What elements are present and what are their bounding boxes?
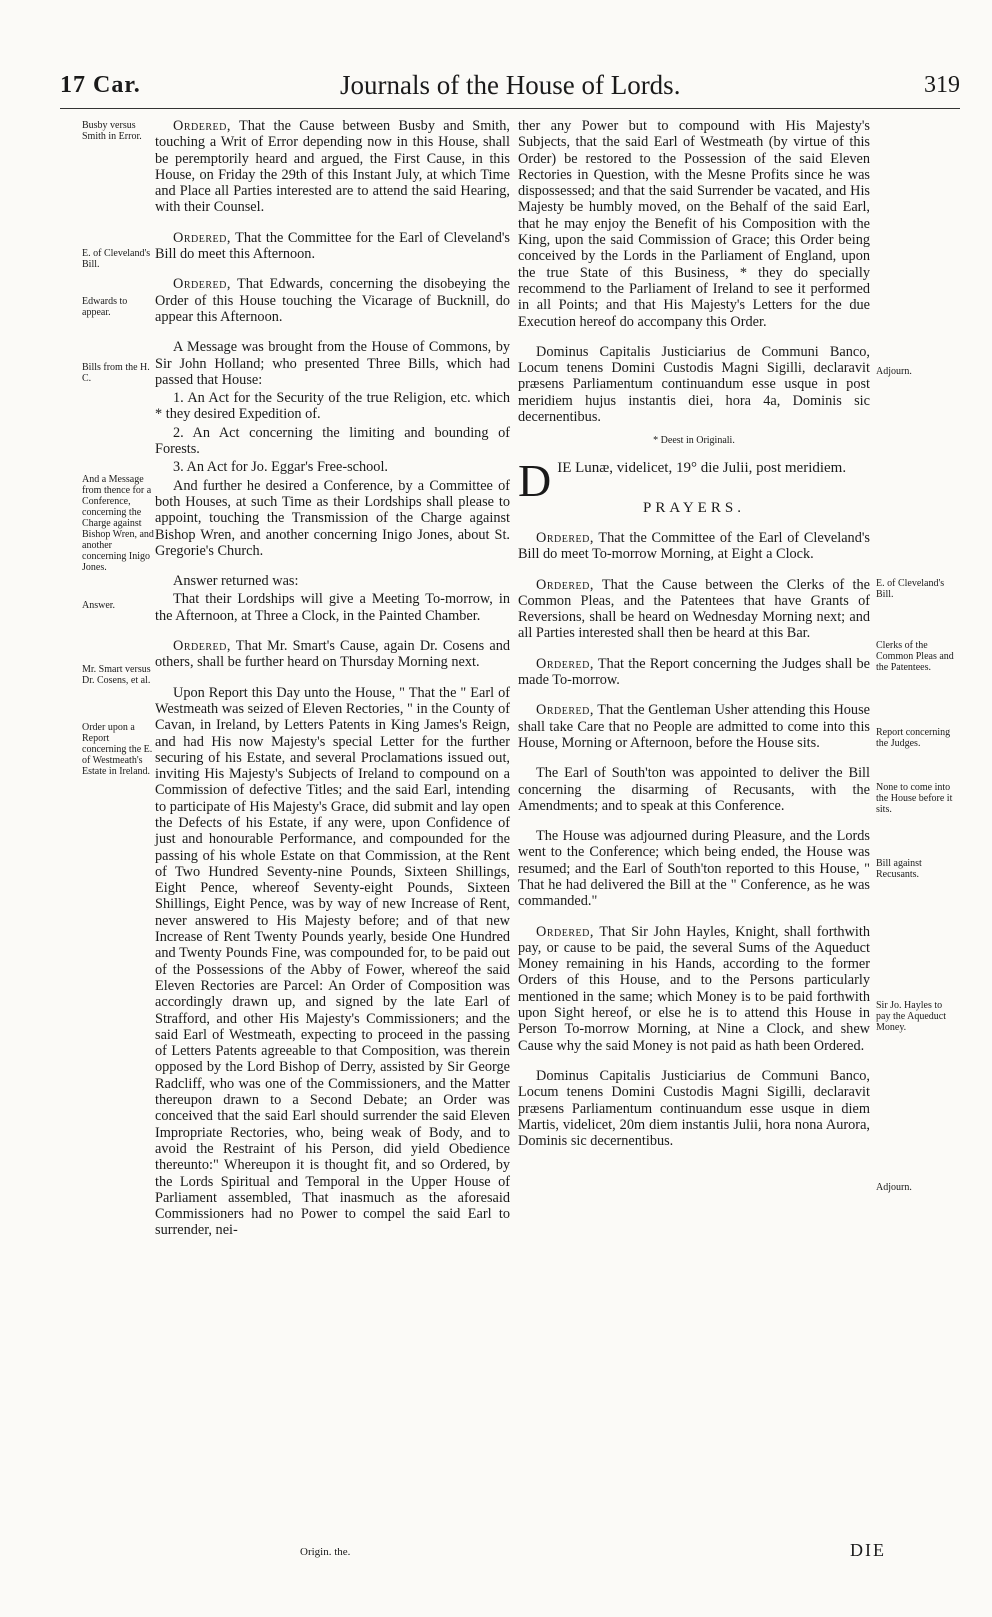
journal-title: Journals of the House of Lords.	[340, 70, 681, 100]
entry: Ordered, That Edwards, concerning the disobeying the Order of this House touching the Vicarage of Bucknill, do appear this Afternoon.	[155, 276, 510, 325]
margin-note: Adjourn.	[876, 366, 912, 377]
entry: 2. An Act concerning the limiting and bounding of Forests.	[155, 424, 510, 458]
catchword: DIE	[850, 1540, 886, 1560]
margin-note: Mr. Smart versus Dr. Cosens, et al.	[82, 664, 151, 686]
entry: Upon Report this Day unto the House, " That the " Earl of Westmeath was seized of Eleven Rectories, " in the County of Cavan, in Ireland, by Letters Patents in King James's Reign, and had His now Majesty's special Letter for the further securing of his Estate, and several Proclamations issued out, inviting His Majesty's Subjects of Ireland to compound on a Commission of defective Titles; and the said Earl, intending to participate of His Majesty's Grace, did submit and lay open the Defects of his Estate, if any were, upon Confidence of just and honourable Performance, and compounded for the passing of his whole Estate on that Commission, at the Rent of Two Hundred Seventy-nine Pounds, Sixteen Shillings, Eight Pence, whereof Seventy-eight Pounds, Sixteen Shillings, Eight Pence, was by way of new Increase of Rent, never answered to His Majesty before; and of that new Increase of Rent Twenty Pounds yearly, beside One Hundred and Twenty Pounds Fine, was compounded for, to be paid out of the Possessions of the Abby of Fower, whereof the said Eleven Rectories are Parcel: An Order of Composition was accordingly drawn up, and signed by the late Earl of Strafford, and other His Majesty's Commissioners; and the said Earl of Westmeath, expecting to proceed in the passing of Letters Patents agreeable to that Composition, was therein opposed by the Lord Bishop of Derry, assisted by Sir George Radcliff, who was one of the Commissioners, and the Matter thereupon drawn to a Second Debate; an Order was conceived that the said Earl should surrender the said Eleven Impropriate Rectories, who, being weak of Body, and to avoid the Restraint of his Person, did yield Obedience thereunto:" Whereupon it is thought fit, and so Ordered, by the Lords Spiritual and Temporal in the Upper House of Parliament assembled, That inasmuch as the aforesaid Commissioners had no Power to compel the said Earl to surrender, nei-	[155, 684, 510, 1239]
margin-note: Adjourn.	[876, 1182, 912, 1193]
margin-note: Order upon a Report concerning the E. of Westmeath's Estate in Ireland.	[82, 722, 153, 777]
margin-note: Edwards to appear.	[82, 296, 128, 318]
entry: 3. An Act for Jo. Eggar's Free-school.	[173, 459, 389, 476]
entry: 1. An Act for the Security of the true Religion, etc. which * they desired Expedition of.	[155, 390, 510, 423]
margin-note: None to come into the House before it sits.	[876, 782, 953, 815]
margin-note: Bill against Recusants.	[876, 858, 922, 880]
header-rule	[60, 108, 960, 109]
margin-note: And a Message from thence for a Conference, concerning the Charge against Bishop Wren, and another concerning Inigo Jones.	[82, 474, 154, 573]
entry: That their Lordships will give a Meeting To-morrow, in the Afternoon, at Three a Clock, in the Painted Chamber.	[155, 591, 510, 624]
entry: A Message was brought from the House of Commons, by Sir John Holland; who presented Three Bills, which had passed that House:	[155, 339, 510, 388]
margin-note: Clerks of the Common Pleas and the Patentees.	[876, 640, 954, 673]
margin-note: Answer.	[82, 600, 116, 611]
entry: The Earl of South'ton was appointed to deliver the Bill concerning the disarming of Recusants, with the Amendments; and to speak at this Conference.	[518, 765, 870, 814]
entry: Dominus Capitalis Justiciarius de Communi Banco, Locum tenens Domini Custodis Magni Sigilli, declaravit præsens Parliamentum continuandum esse usque in post meridiem hujus instantis diei, hora 4a, Dominis sic decernentibus.	[518, 343, 870, 426]
left-column	[155, 118, 510, 1253]
page-header	[60, 72, 960, 106]
margin-note: E. of Cleveland's Bill.	[82, 248, 151, 270]
margin-note: E. of Cleveland's Bill.	[876, 578, 945, 600]
footer-note: Origin. the.	[300, 1546, 351, 1558]
entry: And further he desired a Conference, by a Committee of both Houses, at such Time as their Lordships shall please to appoint, touching the Transmission of the Charge against Bishop Wren, and another concerning Inigo Jones, about St. Gregorie's Church.	[155, 477, 510, 559]
page-number: 319	[924, 72, 960, 98]
right-column	[518, 118, 870, 1163]
margin-note: Sir Jo. Hayles to pay the Aqueduct Money.	[876, 1000, 946, 1033]
entry: Ordered, That the Committee of the Earl of Cleveland's Bill do meet To-morrow Morning, at Eight a Clock.	[518, 529, 870, 563]
entry: Answer returned was:	[173, 573, 299, 590]
entry: Ordered, That the Committee for the Earl of Cleveland's Bill do meet this Afternoon.	[155, 229, 510, 263]
entry: Ordered, That the Cause between the Clerks of the Common Pleas, and the Patentees that have Grants of Reversions, shall be heard on Wednesday Morning next; and all Parties interested shall then be heard at this Bar.	[518, 576, 870, 642]
die-heading	[518, 454, 870, 506]
entry: Ordered, That the Cause between Busby and Smith, touching a Writ of Error depending now in this House, shall be peremptorily heard and argued, the First Cause, in this House, on Friday the 29th of this Instant July, at which Time and Place all Parties interested are to attend the said Hearing, with their Counsel.	[155, 118, 510, 216]
entry: Ordered, That the Report concerning the Judges shall be made To-morrow.	[518, 655, 870, 689]
session-date: IE Lunæ, videlicet, 19° die Julii, post meridiem.	[557, 459, 847, 476]
prayers-heading: PRAYERS.	[643, 499, 745, 516]
margin-note: Busby versus Smith in Error.	[82, 120, 142, 142]
entry: Ordered, That Sir John Hayles, Knight, shall forthwith pay, or cause to be paid, the several Sums of the Aqueduct Money remaining in his Hands, according to the former Orders of this House, and to the Persons particularly mentioned in the same; which Money is to be paid forthwith upon Sight hereof, or else he is to attend this House in Person To-morrow Morning, at Nine a Clock, and shew Cause why the said Money is not paid as hath been Ordered.	[518, 923, 870, 1054]
margin-note: Bills from the H. C.	[82, 362, 150, 384]
entry: Dominus Capitalis Justiciarius de Communi Banco, Locum tenens Domini Custodis Magni Sigilli, declaravit præsens Parliamentum continuandum esse usque in diem Martis, videlicet, 20m diem instantis Julii, hora nona Aurora, Dominis sic decernentibus.	[518, 1067, 870, 1150]
entry: Ordered, That the Gentleman Usher attending this House shall take Care that no People are admitted to come into this House, Morning or Afternoon, before the House sits.	[518, 702, 870, 751]
margin-note: Report concerning the Judges.	[876, 727, 951, 749]
drop-initial: D	[518, 454, 552, 506]
entry: ther any Power but to compound with His Majesty's Subjects, that the said Earl of Westmeath (by virtue of this Order) be restored to the Possession of the said Eleven Rectories in Question, with the Mesne Profits since he was dispossessed; and that the said Surrender be vacated, and His Majesty be humbly moved, on the Behalf of the said Earl, that he may enjoy the Benefit of his Composition with the King, upon the said Commission of Grace; this Order being conceived by the Lords in the Parliament of England, upon the true State of this Business, * they do specially recommend to the Parliament of Ireland to see it performed in all Points; and that His Majesty's Letters for the due Execution hereof do accompany this Order.	[518, 118, 870, 330]
regnal-year: 17 Car.	[60, 72, 141, 98]
entry: Ordered, That Mr. Smart's Cause, again Dr. Cosens and others, shall be further heard on Thursday Morning next.	[155, 638, 510, 671]
footnote: * Deest in Originali.	[653, 435, 735, 447]
entry: The House was adjourned during Pleasure, and the Lords went to the Conference; which being ended, the House was resumed; and the Earl of South'ton reported to this House, " That he had delivered the Bill at the " Conference, as he was commanded."	[518, 828, 870, 910]
